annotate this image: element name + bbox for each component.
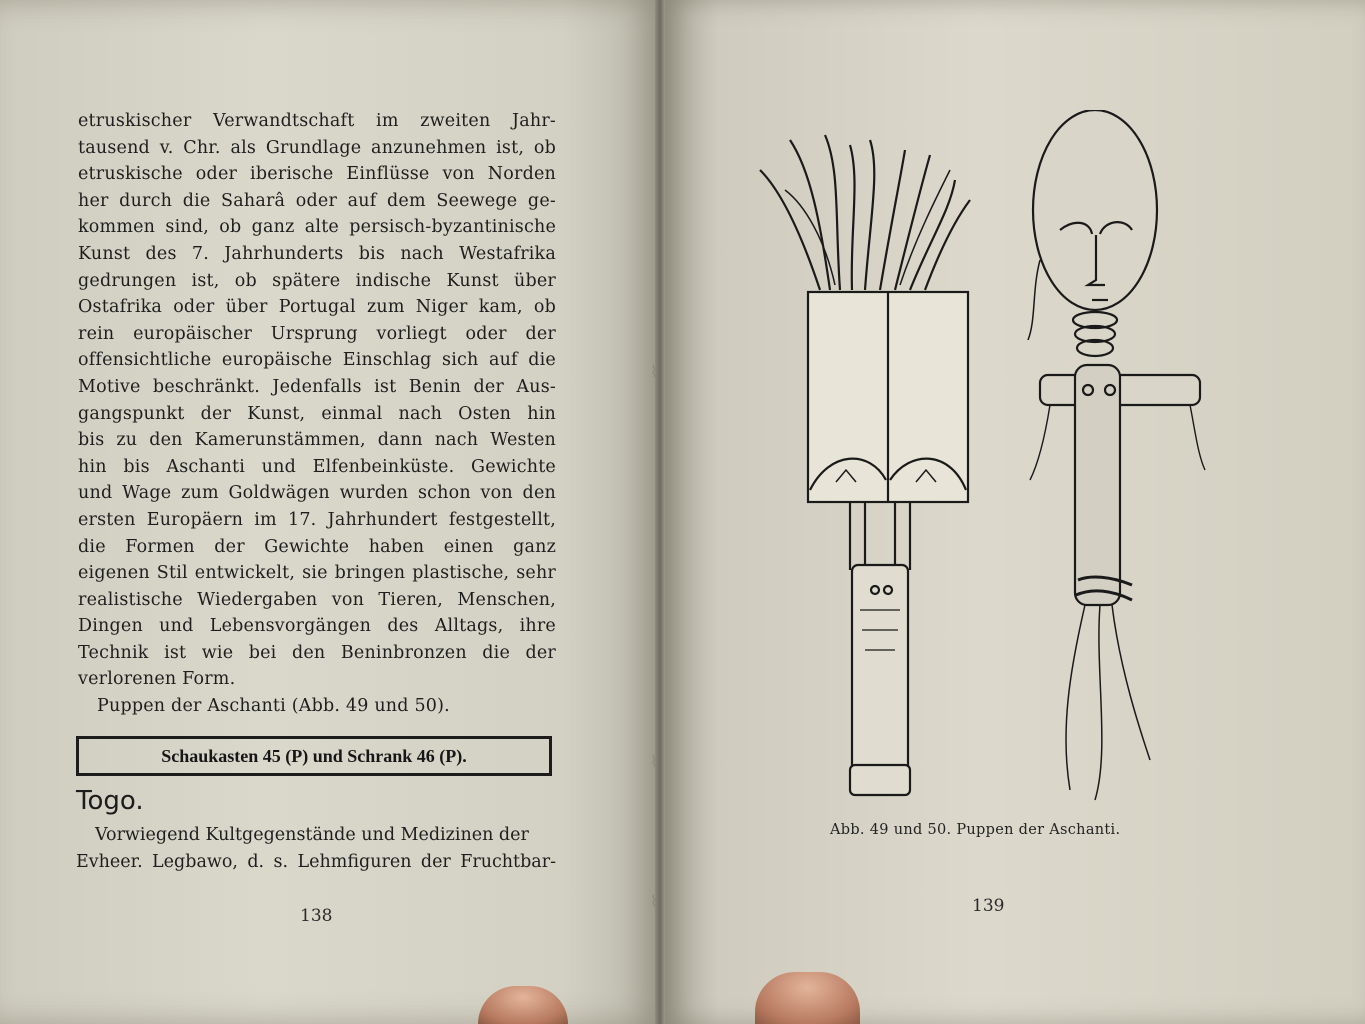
text-line: Motive beschränkt. Jedenfalls ist Benin der Aus- (78, 376, 556, 397)
text-line: hin bis Aschanti und Elfenbeinküste. Gewichte (78, 456, 556, 477)
doll-body-handle (852, 565, 908, 785)
text-line: und Wage zum Goldwägen wurden schon von den (78, 483, 556, 504)
text-line: Vorwiegend Kultgegenstände und Medizinen der (95, 825, 529, 845)
page-number-left: 138 (300, 906, 333, 926)
book-spine (655, 0, 665, 1024)
text-line: eigenen Stil entwickelt, sie bringen plastische, sehr (78, 563, 556, 584)
text-line: offensichtliche europäische Einschlag sich auf die (78, 350, 556, 371)
text-line: etruskische oder iberische Einflüsse von Norden (78, 164, 556, 185)
figure-illustration (740, 110, 1220, 820)
binding-stitch: ⌇ (650, 362, 658, 381)
figure-reference: Puppen der Aschanti (Abb. 49 und 50). (97, 696, 450, 717)
boxed-section-heading: Schaukasten 45 (P) und Schrank 46 (P). (76, 736, 552, 776)
body-text (78, 108, 556, 720)
doll-figure-49 (760, 135, 970, 795)
text-line: rein europäischer Ursprung vorliegt oder der (78, 323, 556, 344)
text-line: Ostafrika oder über Portugal zum Niger kam, ob (78, 297, 556, 318)
left-page (0, 0, 662, 1024)
text-line: Dingen und Lebensvorgängen des Alltags, ihre (78, 616, 556, 637)
text-line: etruskischer Verwandtschaft im zweiten Jahr- (78, 111, 556, 131)
section-paragraph (76, 822, 556, 875)
hair-tuft (760, 135, 970, 290)
text-line: Evheer. Legbawo, d. s. Lehmfiguren der Fruchtbar- (76, 851, 556, 872)
text-line: her durch die Saharâ oder auf dem Seewege ge- (78, 190, 556, 211)
text-line: gangspunkt der Kunst, einmal nach Osten hin (78, 403, 556, 424)
akuaba-body (1075, 365, 1120, 605)
text-line: Technik ist wie bei den Beninbronzen die der (78, 642, 556, 663)
thumb-right (755, 972, 860, 1024)
text-line: ersten Europäern im 17. Jahrhundert festgestellt, (78, 509, 556, 530)
text-line: verlorenen Form. (78, 669, 236, 690)
text-line: bis zu den Kamerunstämmen, dann nach Westen (78, 430, 556, 451)
doll-figure-50 (1028, 110, 1205, 800)
page-number-right: 139 (972, 896, 1005, 916)
neck-rings (1073, 312, 1117, 356)
text-line: tausend v. Chr. als Grundlage anzunehmen ist, ob (78, 137, 556, 158)
figure-caption: Abb. 49 und 50. Puppen der Aschanti. (830, 822, 1121, 838)
text-line: gedrungen ist, ob spätere indische Kunst über (78, 270, 556, 291)
text-line: die Formen der Gewichte haben einen ganz (78, 536, 556, 557)
text-line: Kunst des 7. Jahrhunderts bis nach Westafrika (78, 243, 556, 264)
section-heading: Togo. (76, 786, 144, 816)
binding-stitch: ⌇ (650, 752, 658, 771)
text-line: realistische Wiedergaben von Tieren, Menschen, (78, 589, 556, 610)
binding-stitch: ⌇ (650, 892, 658, 911)
text-line: kommen sind, ob ganz alte persisch-byzantinische (78, 217, 556, 238)
